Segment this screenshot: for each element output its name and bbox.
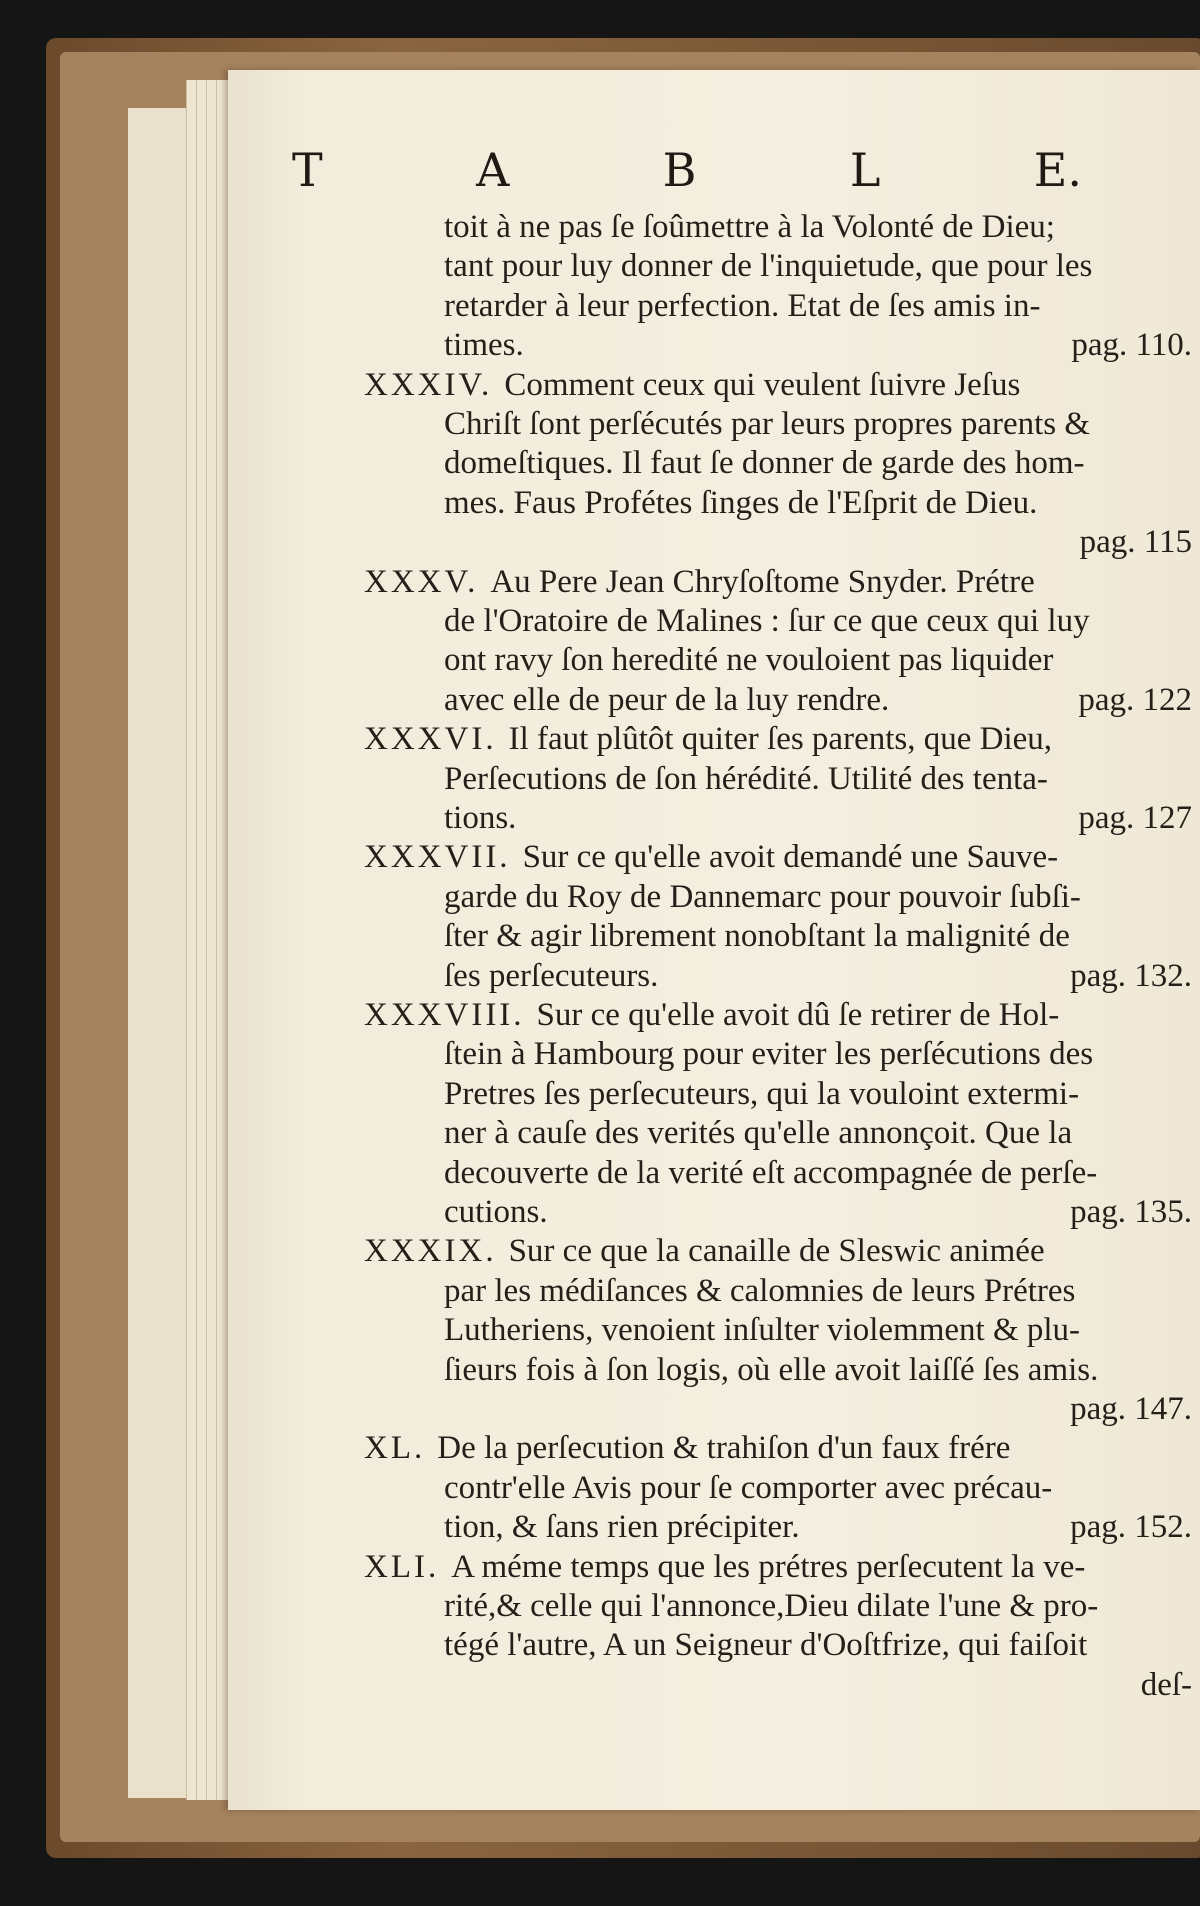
entry-text: ſtein à Hambourg pour eviter les perſécutions des [444,1036,1094,1072]
entry-text: ſter & agir librement nonobſtant la malignité de [444,918,1070,954]
toc-line [364,563,1192,601]
chapter-number: XLI. [364,1549,440,1585]
entry-text: tégé l'autre, A un Seigneur d'Ooſtfrize, qui faiſoit [444,1627,1088,1663]
entry-text: decouverte de la verité eſt accompagnée de perſe- [444,1155,1098,1191]
toc-line [444,247,1192,285]
chapter-number: XXXV. [364,564,479,600]
toc-line [364,720,1192,758]
toc-line [444,641,1192,679]
running-head-letter: B [662,143,697,197]
chapter-number: XXXIV. [364,367,493,403]
toc-line [364,996,1192,1034]
entry-text: garde du Roy de Dannemarc pour pouvoir ſubſi- [444,879,1081,915]
page-reference: deſ- [1140,1667,1192,1703]
entry-text: tions. [444,800,517,836]
entry-text: Sur ce qu'elle avoit dû ſe retirer de Hol- [536,997,1060,1033]
entry-text: times. [444,327,524,363]
toc-line [444,1154,1192,1192]
chapter-number: XXXVIII. [364,997,525,1033]
entry-text: domeſtiques. Il faut ſe donner de garde des hom- [444,445,1085,481]
entry-text: Chriſt ſont perſécutés par leurs propres parents & [444,406,1091,442]
toc-line [444,444,1192,482]
page-reference: pag. 115 [1079,524,1192,560]
entry-text: ner à cauſe des verités qu'elle annonçoit. Que la [444,1115,1073,1151]
entry-text: toit à ne pas ſe ſoûmettre à la Volonté de Dieu; [444,209,1055,245]
toc-line [444,484,1192,522]
toc-line [444,326,1192,364]
page-reference: pag. 147. [1070,1391,1192,1427]
toc-line [364,1548,1192,1586]
toc-line [444,1390,1192,1428]
page-reference: pag. 122 [1078,682,1192,718]
entry-text: De la perſecution & trahiſon d'un faux frére [437,1430,1011,1466]
page-reference: pag. 152. [1070,1509,1192,1545]
chapter-number: XXXIX. [364,1233,497,1269]
chapter-number: XXXVI. [364,721,497,757]
toc-line [444,405,1192,443]
toc-line [444,760,1192,798]
toc-line [444,1272,1192,1310]
toc-line [444,799,1192,837]
toc-line [444,878,1192,916]
entry-text: Comment ceux qui veulent ſuivre Jeſus [504,367,1021,403]
toc-line [444,1035,1192,1073]
entry-text: ſes perſecuteurs. [444,958,659,994]
page-reference: pag. 127 [1078,800,1192,836]
toc-line [444,681,1192,719]
toc-line [444,1626,1192,1664]
toc-line [444,1193,1192,1231]
entry-text: mes. Faus Profétes ſinges de l'Eſprit de Dieu. [444,485,1038,521]
entry-text: ont ravy ſon heredité ne vouloient pas liquider [444,642,1054,678]
entry-text: cutions. [444,1194,548,1230]
entry-text: tant pour luy donner de l'inquietude, que pour les [444,248,1093,284]
toc-line [444,287,1192,325]
toc-line [444,1587,1192,1625]
toc-line [444,602,1192,640]
entry-text: tion, & ſans rien précipiter. [444,1509,800,1545]
toc-line [444,208,1192,246]
entry-text: A méme temps que les prétres perſecutent la ve- [451,1549,1086,1585]
entry-text: contr'elle Avis pour ſe comporter avec précau- [444,1470,1053,1506]
entry-text: Lutheriens, venoient inſulter violemment & plu- [444,1312,1081,1348]
chapter-number: XL. [364,1430,426,1466]
entry-text: retarder à leur perfection. Etat de ſes amis in- [444,288,1041,324]
toc-line [444,1311,1192,1349]
toc-line [444,1075,1192,1113]
entry-text: Sur ce que la canaille de Sleswic animée [508,1233,1045,1269]
toc-line [444,957,1192,995]
entry-text: Pretres ſes perſecuteurs, qui la vouloint extermi- [444,1076,1080,1112]
page-reference: pag. 135. [1070,1194,1192,1230]
entry-text: ſieurs fois à ſon logis, où elle avoit laiſſé ſes amis. [444,1352,1099,1388]
toc-line [364,1232,1192,1270]
page-reference: pag. 110. [1071,327,1192,363]
entry-text: Perſecutions de ſon hérédité. Utilité des tenta- [444,761,1048,797]
chapter-number: XXXVII. [364,839,511,875]
toc-line [444,917,1192,955]
entry-text: par les médiſances & calomnies de leurs Prétres [444,1273,1076,1309]
toc-line [444,1508,1192,1546]
entry-text: de l'Oratoire de Malines : ſur ce que ceux qui luy [444,603,1090,639]
running-head-letter: A [476,143,510,197]
toc-line [444,1666,1192,1704]
toc-line [364,1429,1192,1467]
entry-text: avec elle de peur de la luy rendre. [444,682,890,718]
entry-text: Sur ce qu'elle avoit demandé une Sauve- [522,839,1059,875]
entry-text: Au Pere Jean Chryſoſtome Snyder. Prétre [490,564,1035,600]
running-head-letter: E. [1033,143,1082,197]
page-reference: pag. 132. [1070,958,1192,994]
running-head-letter: T [292,143,323,197]
running-head-letter: L [849,143,881,197]
toc-line [444,1114,1192,1152]
toc-line [444,1351,1192,1389]
toc-line [364,838,1192,876]
entry-text: Il faut plûtôt quiter ſes parents, que Dieu, [508,721,1053,757]
toc-line [444,523,1192,561]
toc-line [444,1469,1192,1507]
toc-line [364,366,1192,404]
entry-text: rité,& celle qui l'annonce,Dieu dilate l'une & pro- [444,1588,1099,1624]
